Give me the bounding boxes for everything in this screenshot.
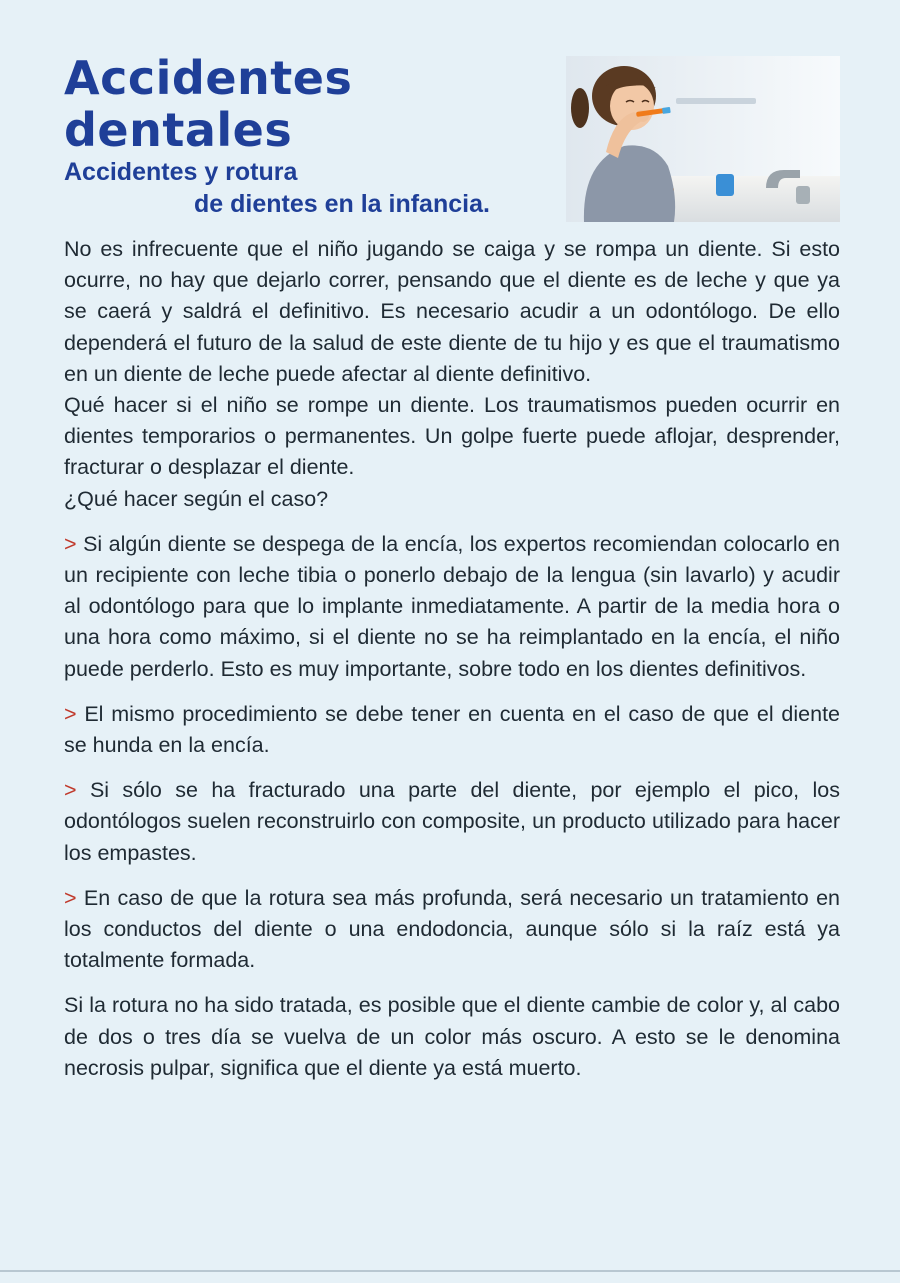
child-brushing-teeth-photo [566,56,840,222]
page-subtitle [64,156,564,220]
list-item-text: El mismo procedimiento se debe tener en cuenta en el caso de que el diente se hunda en la encía. [64,701,840,758]
list-item [64,529,840,685]
paragraph-necrosis: Si la rotura no ha sido tratada, es posible que el diente cambie de color y, al cabo de dos o tres día se vuelva de un color más oscuro. A esto se le denomina necrosis pulpar, significa que el diente ya está muerto. [64,993,840,1080]
list-item [64,699,840,761]
list-item-text: Si algún diente se despega de la encía, los expertos recomiendan colocarlo en un recipiente con leche tibia o ponerlo debajo de la lengua (sin lavarlo) y acudir al odontólogo para que lo implante inmediatamente. A partir de la media hora o una hora como máximo, si el diente no se ha reimplantado en la encía, el niño puede perderlo. Esto es muy importante, sobre todo en los dientes definitivos. [64,531,840,681]
bottom-divider [0,1270,900,1272]
bullet-marker: > [64,885,84,910]
article-body [64,234,840,1084]
paragraph-what-to-do: Qué hacer si el niño se rompe un diente. Los traumatismos pueden ocurrir en dientes temporarios o permanentes. Un golpe fuerte puede aflojar, desprender, fracturar o desplazar el diente. [64,393,840,480]
title-line-2: dentales [64,103,293,157]
bullet-marker: > [64,531,84,556]
bullet-marker: > [64,778,90,803]
paragraph-question: ¿Qué hacer según el caso? [64,486,329,511]
list-item [64,775,840,869]
list-item-text: En caso de que la rotura sea más profunda, será necesario un tratamiento en los conductos del diente o una endodoncia, aunque sólo si la raíz está ya totalmente formada. [64,885,840,973]
list-item-text: Si sólo se ha fracturado una parte del diente, por ejemplo el pico, los odontólogos suelen reconstruirlo con composite, un producto utilizado para hacer los empastes. [64,778,840,865]
page-title [64,52,352,156]
subtitle-line-1: Accidentes y rotura [64,158,298,186]
paragraph-intro: No es infrecuente que el niño jugando se caiga y se rompa un diente. Si esto ocurre, no hay que dejarlo correr, pensando que el diente es de leche y que ya se caerá y saldrá el definitivo. Es necesario acudir a un odontólogo. De ello dependerá el futuro de la salud de este diente de tu hijo y es que el traumatismo en un diente de leche puede afectar al diente definitivo. [64,237,840,386]
subtitle-line-2: de dientes en la infancia. [194,190,490,218]
list-item [64,883,840,977]
bullet-marker: > [64,701,85,726]
title-line-1: Accidentes [64,51,353,105]
